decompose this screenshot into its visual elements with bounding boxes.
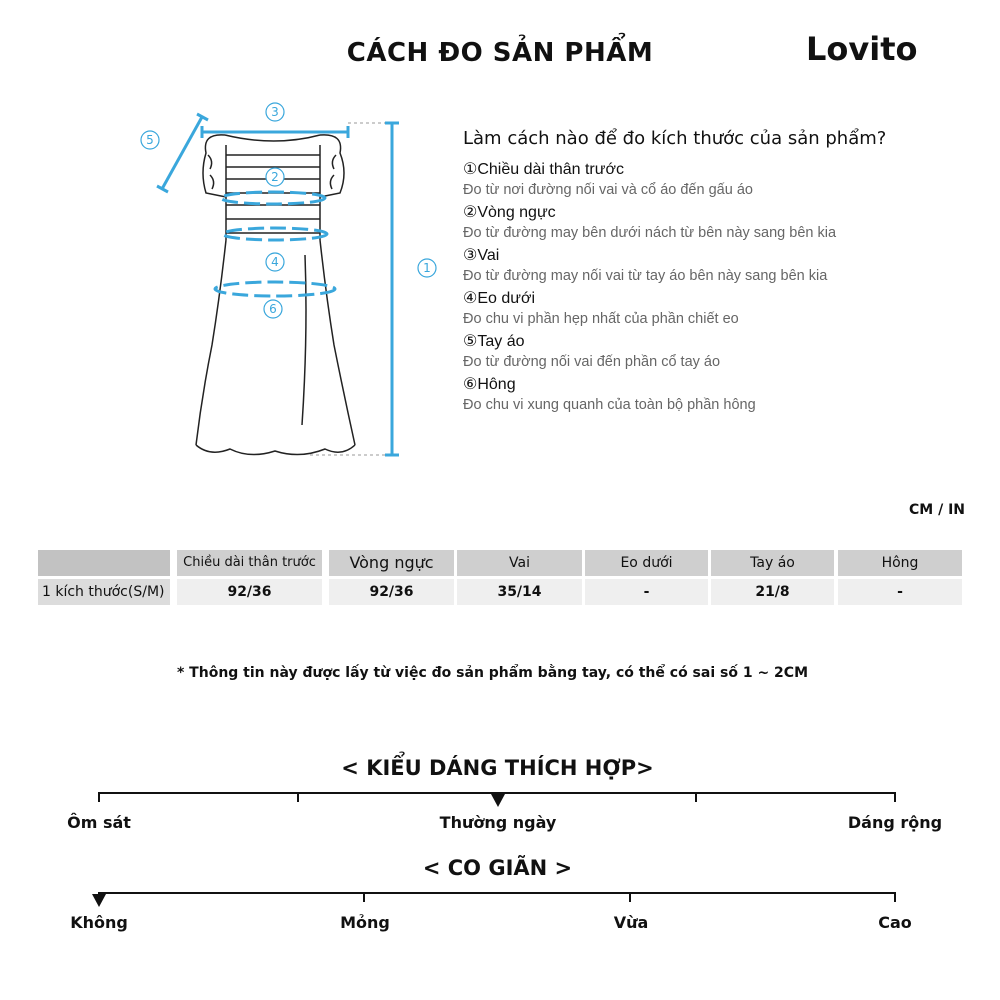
stretch-tick (629, 892, 631, 902)
fit-label-regular: Thường ngày (439, 813, 557, 832)
table-header-cell: Eo dưới (585, 550, 708, 576)
table-cell: 92/36 (329, 579, 454, 605)
guide-item-desc: Đo chu vi xung quanh của toàn bộ phần hông (463, 397, 756, 413)
page-title: CÁCH ĐO SẢN PHẨM (346, 38, 654, 68)
fit-tick (98, 792, 100, 802)
guide-item-waist (463, 288, 739, 327)
stretch-tick (363, 892, 365, 902)
table-cell: - (585, 579, 708, 605)
guide-item-hip (463, 374, 756, 413)
svg-text:1: 1 (423, 261, 431, 275)
stretch-label-none: Không (70, 913, 128, 932)
table-header-cell: Vòng ngực (329, 550, 454, 576)
stretch-tick (894, 892, 896, 902)
guide-item-bust (463, 202, 836, 241)
guide-item-desc: Đo từ nơi đường nối vai và cổ áo đến gấu áo (463, 182, 753, 198)
table-header-cell: Chiều dài thân trước (177, 550, 322, 576)
stretch-scale-line (98, 892, 896, 894)
table-cell-size: 1 kích thước(S/M) (38, 579, 170, 605)
svg-text:3: 3 (271, 105, 279, 119)
measure-guides (157, 114, 399, 455)
guide-item-desc: Đo từ đường may bên dưới nách từ bên này sang bên kia (463, 225, 837, 241)
stretch-title: < CO GIÃN > (422, 856, 573, 880)
measurement-note: * Thông tin này được lấy từ việc đo sản phẩm bằng tay, có thể có sai số 1 ~ 2CM (176, 665, 809, 681)
guide-item-title: ④Eo dưới (463, 290, 536, 307)
guide-item-desc: Đo chu vi phần hẹp nhất của phần chiết eo (463, 311, 739, 327)
guide-item-title: ③Vai (463, 247, 500, 264)
guide-item-length (463, 159, 753, 198)
guide-question: Làm cách nào để đo kích thước của sản phẩm? (463, 128, 887, 149)
fit-title: < KIỂU DÁNG THÍCH HỢP> (341, 756, 654, 780)
guide-item-desc: Đo từ đường nối vai đến phần cổ tay áo (463, 354, 721, 370)
fit-label-slim: Ôm sát (67, 813, 131, 832)
guide-item-title: ⑤Tay áo (463, 333, 525, 350)
fit-label-loose: Dáng rộng (847, 813, 943, 832)
svg-text:5: 5 (146, 133, 154, 147)
table-cell: 35/14 (457, 579, 582, 605)
table-header-cell (38, 550, 170, 576)
fit-selected-marker (491, 794, 505, 807)
svg-text:6: 6 (269, 302, 277, 316)
stretch-label-thin: Mỏng (340, 913, 390, 932)
table-cell: 21/8 (711, 579, 834, 605)
svg-text:2: 2 (271, 170, 279, 184)
svg-text:4: 4 (271, 255, 279, 269)
fit-tick (894, 792, 896, 802)
table-header-cell: Hông (838, 550, 962, 576)
fit-tick (297, 792, 299, 802)
guide-item-title: ①Chiều dài thân trước (463, 161, 624, 178)
stretch-selected-marker (92, 894, 106, 907)
brand-logo: Lovito (806, 30, 918, 68)
table-cell: - (838, 579, 962, 605)
stretch-label-high: Cao (878, 913, 912, 932)
guide-item-title: ⑥Hông (463, 376, 516, 393)
dress-illustration (130, 95, 450, 469)
table-header-cell: Tay áo (711, 550, 834, 576)
guide-item-shoulder (463, 245, 827, 284)
table-header-cell: Vai (457, 550, 582, 576)
table-cell: 92/36 (177, 579, 322, 605)
guide-item-title: ②Vòng ngực (463, 204, 556, 221)
stretch-label-medium: Vừa (613, 913, 649, 932)
unit-label: CM / IN (909, 502, 965, 518)
guide-item-desc: Đo từ đường may nối vai từ tay áo bên này sang bên kia (463, 268, 828, 284)
guide-item-sleeve (463, 331, 720, 370)
fit-tick (695, 792, 697, 802)
